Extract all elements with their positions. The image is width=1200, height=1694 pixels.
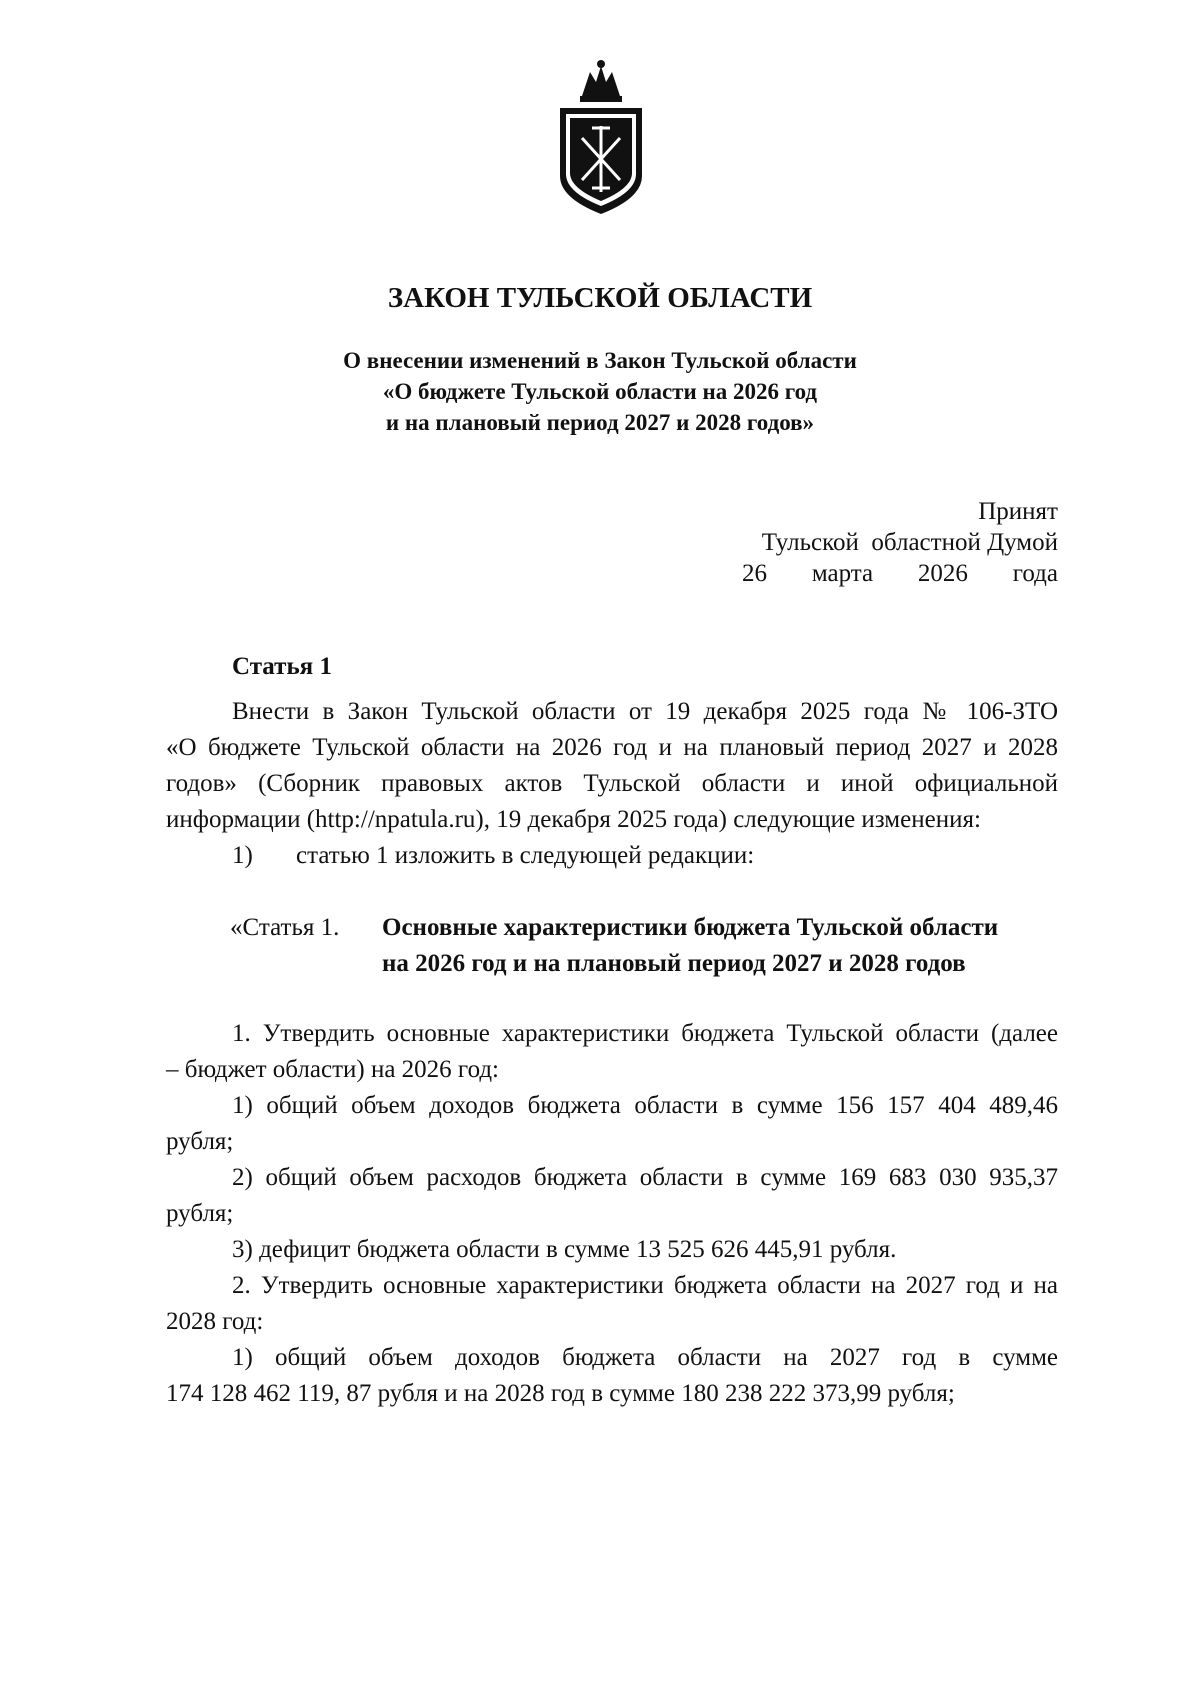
paragraph-line: 1) общий объем доходов бюджета области в сумме 156 157 404 489,46 (232, 1092, 1058, 1119)
article-heading: Статья 1 (232, 653, 332, 680)
paragraph-line: 174 128 462 119, 87 рубля и на 2028 год в сумме 180 238 222 373,99 рубля; (166, 1380, 955, 1407)
paragraph-line: информации (http://npatula.ru), 19 декабря 2025 года) следующие изменения: (166, 806, 981, 833)
adoption-accepted: Принят (978, 498, 1058, 525)
adoption-day: 26 (742, 560, 767, 587)
paragraph-line: «О бюджете Тульской области на 2026 год и на плановый период 2027 и 2028 (166, 734, 1058, 761)
new-article-title: Основные характеристики бюджета Тульской области (382, 914, 999, 941)
paragraph-line: 3) дефицит бюджета области в сумме 13 525 626 445,91 рубля. (232, 1236, 897, 1263)
subtitle-line: О внесении изменений в Закон Тульской области (343, 348, 857, 373)
adoption-month: марта (811, 560, 874, 587)
paragraph-line: 1. Утвердить основные характеристики бюджета Тульской области (далее (232, 1020, 1058, 1047)
paragraph-line: годов» (Сборник правовых актов Тульской области и иной официальной (166, 770, 1058, 797)
paragraph-line: Внести в Закон Тульской области от 19 декабря 2025 года № 106-ЗТО (232, 698, 1058, 725)
new-article-title: на 2026 год и на плановый период 2027 и 2028 годов (382, 950, 966, 977)
paragraph-line: – бюджет области) на 2026 год: (166, 1056, 500, 1083)
coat-of-arms-emblem (552, 58, 650, 216)
paragraph-line: 2. Утвердить основные характеристики бюджета области на 2027 год и на (232, 1272, 1058, 1299)
paragraph-line: рубля; (166, 1128, 234, 1155)
new-article-label: «Статья 1. (230, 914, 340, 941)
subtitle-line: и на плановый период 2027 и 2028 годов» (385, 410, 815, 435)
adoption-year-word: года (1012, 560, 1058, 587)
subtitle-line: «О бюджете Тульской области на 2026 год (382, 379, 818, 404)
paragraph-line: 2028 год: (166, 1308, 264, 1335)
item-number: 1) (232, 842, 253, 869)
paragraph-line: 2) общий объем расходов бюджета области в сумме 169 683 030 935,37 (232, 1164, 1058, 1191)
adoption-year: 2026 (917, 560, 968, 587)
adoption-date (742, 560, 1058, 588)
paragraph-line: 1) общий объем доходов бюджета области на 2027 год в сумме (232, 1344, 1058, 1371)
adoption-body: Тульской областной Думой (761, 529, 1058, 556)
paragraph-line: рубля; (166, 1200, 234, 1227)
item-text: статью 1 изложить в следующей редакции: (296, 842, 755, 869)
document-title: ЗАКОН ТУЛЬСКОЙ ОБЛАСТИ (387, 282, 813, 314)
